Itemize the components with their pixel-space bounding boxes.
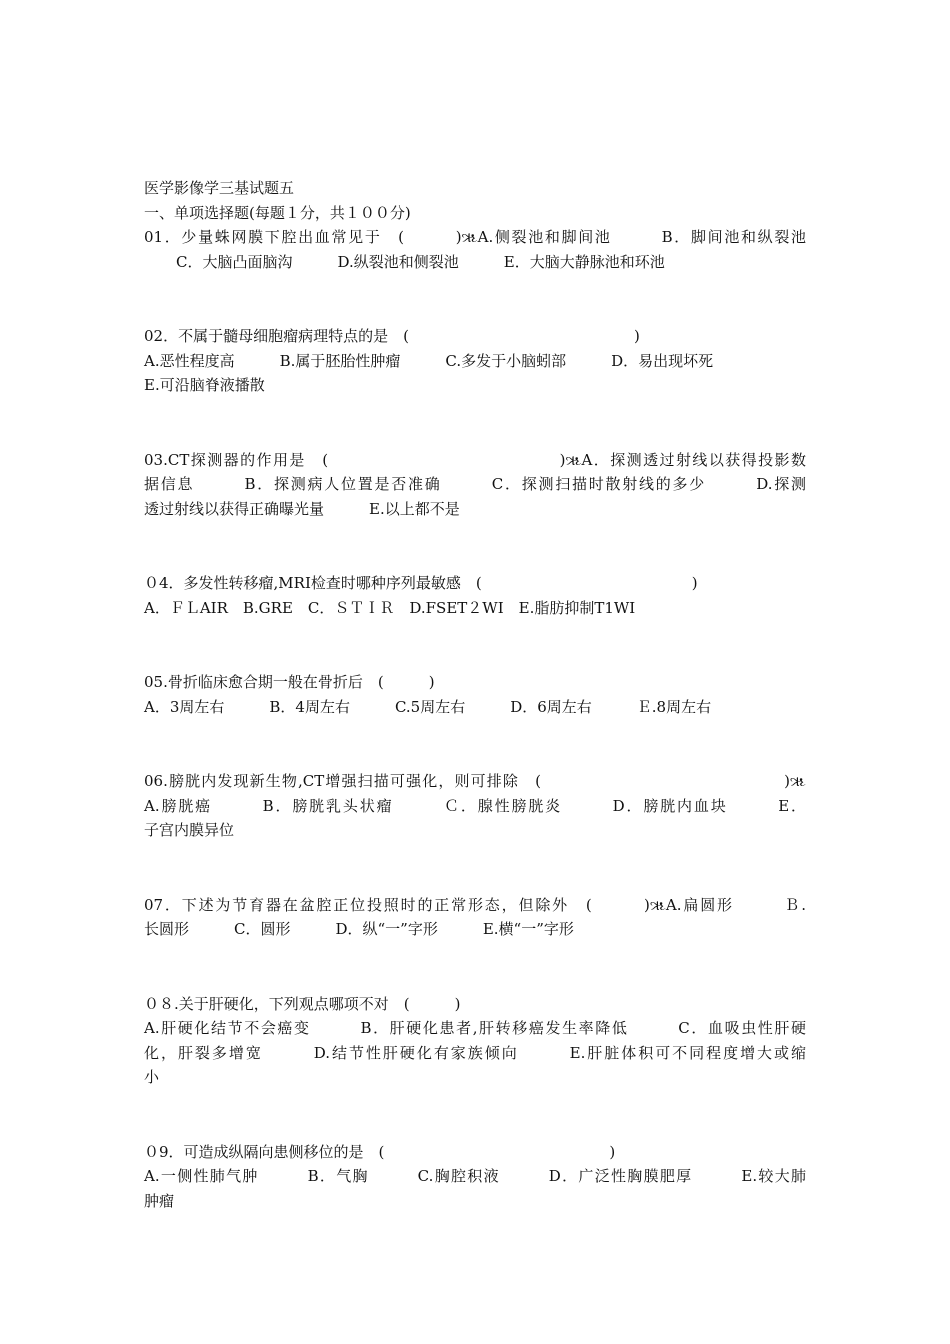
question-line: ０9．可造成纵隔向患侧移位的是 ( ) [144,1142,616,1161]
question-05 [144,670,806,719]
question-04 [144,571,806,620]
question-line: 06.膀胱内发现新生物,CT增强扫描可强化，则可排除 ( )ૠ [144,772,806,790]
question-line: 化，肝裂多增宽 D.结节性肝硬化有家族倾向 E.肝脏体积可不同程度增大或缩 [144,1043,806,1062]
question-line: 透过射线以获得正确曝光量 E.以上都不是 [144,499,460,518]
question-09 [144,1140,806,1214]
question-line: 05.骨折临床愈合期一般在骨折后 ( ) [144,673,435,691]
question-02 [144,324,806,398]
question-line: A.肝硬化结节不会癌变 B．肝硬化患者,肝转移癌发生率降低 C．血吸虫性肝硬 [144,1019,806,1037]
question-line: 子宫内膜异位 [144,821,235,839]
question-line: 小 [144,1068,160,1086]
question-07 [144,893,806,942]
document-body [144,176,806,1213]
question-line: C．大脑凸面脑沟 D.纵裂池和侧裂池 E．大脑大静脉池和环池 [176,252,665,271]
question-06 [144,769,806,843]
question-line: 02．不属于髓母细胞瘤病理特点的是 ( ) [144,327,640,345]
question-line: 据信息 B．探测病人位置是否准确 C．探测扫描时散射线的多少 D.探测 [144,475,806,493]
question-line: 长圆形 C．圆形 D．纵“一”字形 E.横“一”字形 [144,920,574,938]
question-line: 01．少量蛛网膜下腔出血常见于 ( )ૠA.侧裂池和脚间池 B．脚间池和纵裂池 [144,228,806,246]
question-01 [144,225,806,274]
question-line: A.膀胱癌 B．膀胱乳头状瘤 Ｃ．腺性膀胱炎 D．膀胱内血块 E． [144,796,806,815]
question-line: A．ＦＬAIR B.GRE C．ＳＴＩＲ D.FSET２WI E.脂肪抑制T1WI [144,598,636,617]
question-line: E.可沿脑脊液播散 [144,376,265,394]
question-line: A.一侧性肺气肿 B．气胸 C.胸腔积液 D．广泛性胸膜肥厚 E.较大肺 [144,1167,806,1185]
question-line: A.恶性程度高 B.属于胚胎性肿瘤 C.多发于小脑蚓部 D．易出现坏死 [144,351,714,370]
question-line: A．3周左右 B．4周左右 C.5周左右 D．6周左右 Ｅ.8周左右 [144,697,712,716]
question-03 [144,448,806,522]
question-line: 03.CT探测器的作用是 ( )ૠA．探测透过射线以获得投影数 [144,450,806,469]
section-heading: 一、单项选择题(每题１分，共１００分) [144,203,411,222]
question-line: ０4．多发性转移瘤,MRI检查时哪种序列最敏感 ( ) [144,574,698,592]
question-line: 肿瘤 [144,1191,175,1210]
question-08 [144,992,806,1090]
document-title: 医学影像学三基试题五 [144,179,295,197]
question-line: ０８.关于肝硬化，下列观点哪项不对 ( ) [144,994,461,1013]
question-line: 07．下述为节育器在盆腔正位投照时的正常形态，但除外 ( )ૠA.扁圆形 Ｂ. [144,895,806,914]
